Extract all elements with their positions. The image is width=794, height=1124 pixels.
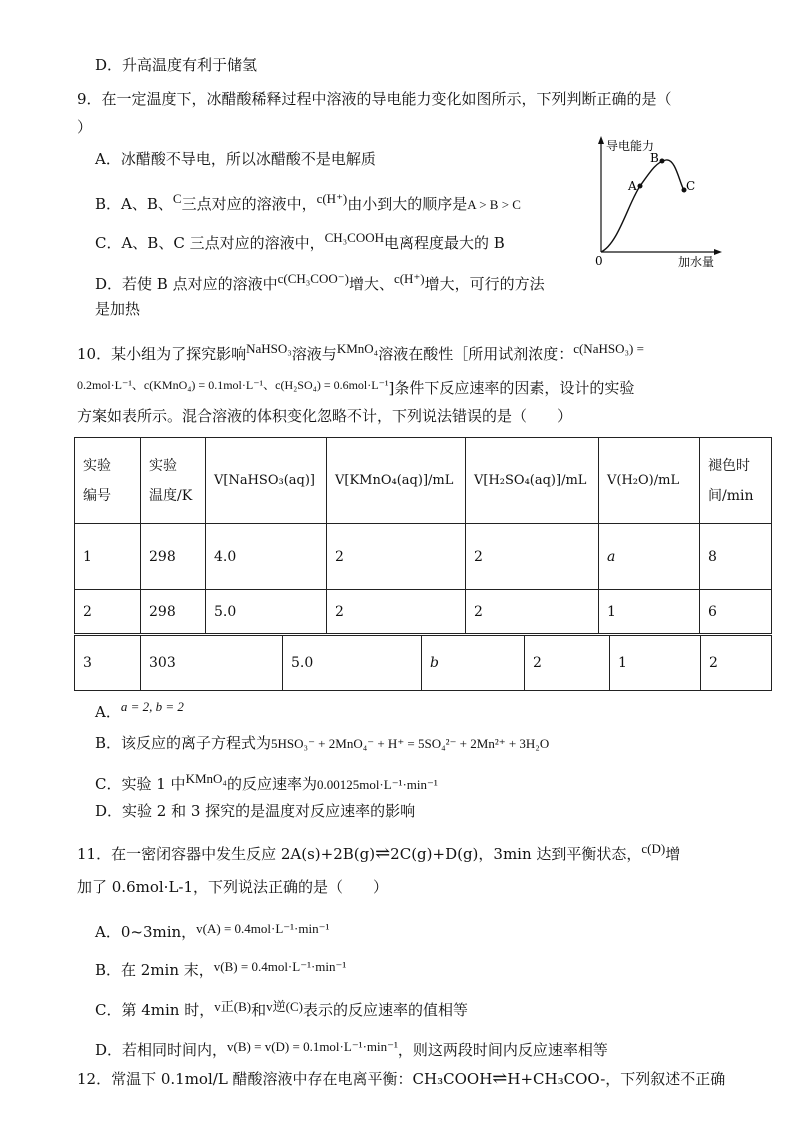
- q11-stem-line2: 加了 0.6mol·L-1，下列说法正确的是（ ）: [77, 878, 389, 896]
- q11-option-a: A．0~3min，v(A) = 0.4mol·L⁻¹·min⁻¹: [95, 921, 330, 941]
- q11-stem-line1: 11．在一密闭容器中发生反应 2A(s)+2B(g)⇌2C(g)+D(g)，3min 达到平衡状态，c(D)增: [77, 841, 681, 864]
- q10-option-b: B．该反应的离子方程式为5HSO₃⁻ + 2MnO₄⁻ + H⁺ = 5SO₄²⁻ + 2Mn²⁺ + 3H₂O: [95, 734, 550, 752]
- header-v-h2so4: V[H₂SO₄(aq)]/mL: [466, 438, 599, 524]
- experiment-table-row3: [74, 635, 772, 691]
- point-a: [638, 184, 643, 189]
- row2-temp: 298: [141, 590, 206, 634]
- table-row: [75, 636, 772, 691]
- q9-option-d-line2: 是加热: [95, 300, 141, 318]
- header-temp: 实验 温度/K: [141, 438, 206, 524]
- experiment-table: [74, 437, 772, 634]
- row1-v-kmno4: 2: [327, 524, 466, 590]
- table-header-row: [75, 438, 772, 524]
- q11-option-c: C．第 4min 时，v正(B)和v逆(C)表示的反应速率的值相等: [95, 999, 468, 1019]
- row2-fade-time: 6: [700, 590, 772, 634]
- row1-v-h2so4: 2: [466, 524, 599, 590]
- row3-v-h2so4: 2: [525, 636, 610, 691]
- q10-option-c: C．实验 1 中KMnO₄的反应速率为0.00125mol·L⁻¹·min⁻¹: [95, 771, 438, 793]
- row3-temp: 303: [141, 636, 283, 691]
- q8-option-d: D．升高温度有利于储氢: [95, 56, 258, 74]
- row2-v-h2o: 1: [599, 590, 700, 634]
- q10-option-d: D．实验 2 和 3 探究的是温度对反应速率的影响: [95, 802, 416, 820]
- row2-v-kmno4: 2: [327, 590, 466, 634]
- row1-fade-time: 8: [700, 524, 772, 590]
- row1-v-nahso3: 4.0: [206, 524, 327, 590]
- y-axis-label: 导电能力: [606, 139, 655, 153]
- row2-v-h2so4: 2: [466, 590, 599, 634]
- conductivity-graph: [588, 134, 728, 270]
- header-exp-no: 实验 编号: [75, 438, 141, 524]
- q11-option-d: D．若相同时间内，v(B) = v(D) = 0.1mol·L⁻¹·min⁻¹，则这两段时间内反应速率相等: [95, 1039, 608, 1059]
- q10-stem-line3: 方案如表所示。混合溶液的体积变化忽略不计，下列说法错误的是（ ）: [77, 407, 573, 425]
- q9-option-b: B．A、B、C三点对应的溶液中，c(H⁺)由小到大的顺序是A > B > C: [95, 191, 521, 213]
- header-v-h2o: V(H₂O)/mL: [599, 438, 700, 524]
- q10-stem-line2: $^{0.2mol\cdot L^{-1}、c(KMnO_4) = 0.1mol\cdot L^{-1}、c(H_2SO_4) = 0.6mol\cdot L^{-1}}$]条件下反应速率的因素，设计的实验: [77, 378, 635, 397]
- q12-stem: 12．常温下 0.1mol/L 醋酸溶液中存在电离平衡：CH₃COOH⇌H+CH₃COO-，下列叙述不正确: [77, 1068, 726, 1089]
- conductivity-curve: [601, 160, 685, 252]
- q9-stem-end: ）: [77, 118, 93, 136]
- row2-exp-no: 2: [75, 590, 141, 634]
- table-row: [75, 524, 772, 590]
- point-b: [660, 159, 665, 164]
- table-row: [75, 590, 772, 634]
- row1-exp-no: 1: [75, 524, 141, 590]
- q11-option-b: B．在 2min 末，v(B) = 0.4mol·L⁻¹·min⁻¹: [95, 959, 347, 979]
- q9-option-d: D．若使 B 点对应的溶液中c(CH₃COO⁻)增大、c(H⁺)增大，可行的方法: [95, 271, 545, 293]
- header-fade-time: 褪色时 间/min: [700, 438, 772, 524]
- origin-label: 0: [595, 254, 603, 268]
- row3-v-h2o: 1: [610, 636, 701, 691]
- row3-v-nahso3: 5.0: [283, 636, 422, 691]
- q10-option-a: A．a = 2, b = 2: [95, 699, 184, 721]
- q9-option-c: C．A、B、C 三点对应的溶液中，CH₃COOH电离程度最大的 B: [95, 230, 505, 252]
- header-v-kmno4: V[KMnO₄(aq)]/mL: [327, 438, 466, 524]
- q9-stem: 9．在一定温度下，冰醋酸稀释过程中溶液的导电能力变化如图所示，下列判断正确的是（: [77, 90, 672, 108]
- row3-v-kmno4: b: [422, 636, 525, 691]
- x-axis-arrow: [714, 249, 722, 255]
- row1-temp: 298: [141, 524, 206, 590]
- q9-option-a: A．冰醋酸不导电，所以冰醋酸不是电解质: [95, 150, 376, 168]
- y-axis-arrow: [598, 136, 604, 144]
- x-axis-label: 加水量: [678, 255, 715, 269]
- point-a-label: A: [628, 179, 637, 193]
- row3-fade-time: 2: [701, 636, 772, 691]
- header-v-nahso3: V[NaHSO₃(aq)]: [206, 438, 327, 524]
- row1-v-h2o: a: [599, 524, 700, 590]
- row3-exp-no: 3: [75, 636, 141, 691]
- q10-stem-line1: 10．某小组为了探究影响NaHSO₃溶液与KMnO₄溶液在酸性［所用试剂浓度：c(NaHSO₃) =: [77, 341, 644, 363]
- point-c-label: C: [686, 179, 696, 193]
- row2-v-nahso3: 5.0: [206, 590, 327, 634]
- point-b-label: B: [650, 151, 659, 165]
